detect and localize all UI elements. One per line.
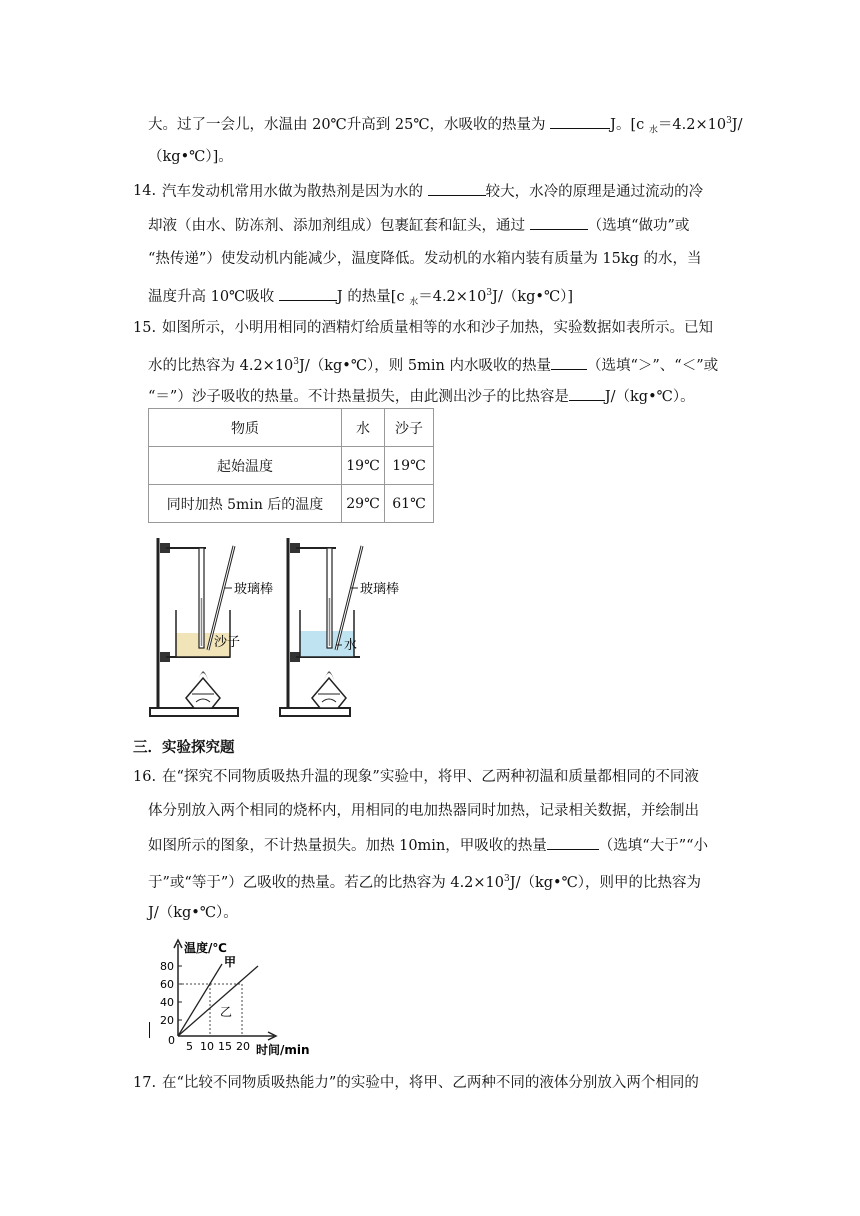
table-cell: 29℃ bbox=[342, 485, 385, 523]
q14-blank-2[interactable] bbox=[530, 215, 588, 230]
q14-line-2: 却液（由水、防冻剂、添加剂组成）包裹缸套和缸头，通过 （选填“做功”或 bbox=[148, 215, 689, 236]
water-label: 水 bbox=[344, 638, 358, 653]
q15-blank-2[interactable] bbox=[569, 386, 605, 401]
table-cell: 19℃ bbox=[342, 447, 385, 485]
q16-temperature-graph bbox=[158, 936, 318, 1062]
series-jia-line bbox=[178, 964, 222, 1036]
q14-blank-3[interactable] bbox=[279, 286, 337, 301]
y-axis-label: 温度/℃ bbox=[184, 941, 227, 955]
q15-blank-1[interactable] bbox=[551, 355, 587, 370]
section-heading: 三．实验探究题 bbox=[133, 740, 235, 756]
q14-number: 14. bbox=[133, 183, 157, 199]
table-cell: 19℃ bbox=[385, 447, 434, 485]
q16-line-1: 在“探究不同物质吸热升温的现象”实验中，将甲、乙两种初温和质量都相同的不同液 bbox=[162, 769, 699, 785]
water-apparatus bbox=[280, 538, 362, 716]
q14-blank-1[interactable] bbox=[428, 181, 486, 196]
x-tick-label: 10 bbox=[200, 1040, 214, 1053]
series-yi-line bbox=[178, 966, 258, 1036]
q17-number: 17. bbox=[133, 1075, 157, 1091]
table-row bbox=[149, 447, 434, 485]
y-tick-label: 40 bbox=[160, 996, 174, 1009]
q14-line-4: 温度升高 10℃吸收 J 的热量[c $_水=4.2\times 10^3J/(kg•℃)$] bbox=[148, 283, 573, 313]
q16-blank-1[interactable] bbox=[547, 835, 599, 850]
y-tick-label: 20 bbox=[160, 1014, 174, 1027]
q16-line-4: 于”或“等于”）乙吸收的热量。若乙的比热容为 $4.2\times 10^3J/(kg•℃)$，则甲的比热容为 bbox=[148, 874, 702, 891]
x-tick-label: 15 bbox=[218, 1040, 232, 1053]
rod-label-right: 玻璃棒 bbox=[360, 582, 400, 597]
q15-line-3: “＝”）沙子吸收的热量。不计热量损失，由此测出沙子的比热容是 J/（kg•℃）。 bbox=[148, 386, 695, 407]
q16-line-2: 体分别放入两个相同的烧杯内，用相同的电加热器同时加热，记录相关数据，并绘制出 bbox=[148, 803, 699, 819]
table-header-row bbox=[149, 409, 434, 447]
rod-label-left: 玻璃棒 bbox=[234, 582, 274, 597]
x-axis-label: 时间/min bbox=[256, 1043, 310, 1057]
x-tick-label: 20 bbox=[236, 1040, 250, 1053]
q15-number: 15. bbox=[133, 320, 157, 336]
x-tick-label: 5 bbox=[186, 1040, 193, 1053]
table-header-cell: 沙子 bbox=[385, 409, 434, 447]
q15-line-1: 如图所示，小明用相同的酒精灯给质量相等的水和沙子加热，实验数据如表所示。已知 bbox=[162, 320, 713, 336]
q13-line-1: 大。过了一会儿，水温由 20℃升高到 25℃，水吸收的热量为 J。[c $_水=4.2\times 10^3J/$ bbox=[148, 111, 743, 141]
q14-line-1: 汽车发动机常用水做为散热剂是因为水的 较大，水冷的原理是通过流动的冷 bbox=[162, 181, 703, 202]
q15-data-table bbox=[148, 408, 434, 523]
sand-apparatus bbox=[150, 538, 241, 716]
table-row bbox=[149, 485, 434, 523]
q16-line-5: J/（kg•℃）。 bbox=[148, 905, 238, 921]
series-yi-label: 乙 bbox=[220, 1005, 233, 1019]
q13-answer-blank[interactable] bbox=[550, 114, 610, 129]
sand-label: 沙子 bbox=[214, 635, 241, 650]
q16-number: 16. bbox=[133, 769, 157, 785]
q15-apparatus-figure bbox=[148, 528, 410, 722]
series-jia-label: 甲 bbox=[224, 955, 237, 969]
q17-line-1: 在“比较不同物质吸热能力”的实验中，将甲、乙两种不同的液体分别放入两个相同的 bbox=[162, 1075, 699, 1091]
q14-line-3: “热传递”）使发动机内能减少，温度降低。发动机的水箱内装有质量为 15kg 的水，当 bbox=[148, 251, 702, 267]
table-header-cell: 水 bbox=[342, 409, 385, 447]
q13-line-2: （kg•℃）]。 bbox=[148, 149, 233, 165]
q16-line-3: 如图所示的图象，不计热量损失。加热 10min，甲吸收的热量 （选填“大于”“小 bbox=[148, 835, 708, 856]
table-header-cell: 物质 bbox=[149, 409, 342, 447]
table-cell: 同时加热 5min 后的温度 bbox=[149, 485, 342, 523]
q15-line-2: 水的比热容为 $4.2\times 10^3J/(kg•℃)$，则 5min 内水吸收的热量 （选填“＞”、“＜”或 bbox=[148, 352, 718, 376]
y-tick-label: 60 bbox=[160, 978, 174, 991]
table-cell: 61℃ bbox=[385, 485, 434, 523]
table-cell: 起始温度 bbox=[149, 447, 342, 485]
text-cursor bbox=[149, 1022, 150, 1038]
origin-label: 0 bbox=[168, 1034, 175, 1047]
y-tick-label: 80 bbox=[160, 960, 174, 973]
